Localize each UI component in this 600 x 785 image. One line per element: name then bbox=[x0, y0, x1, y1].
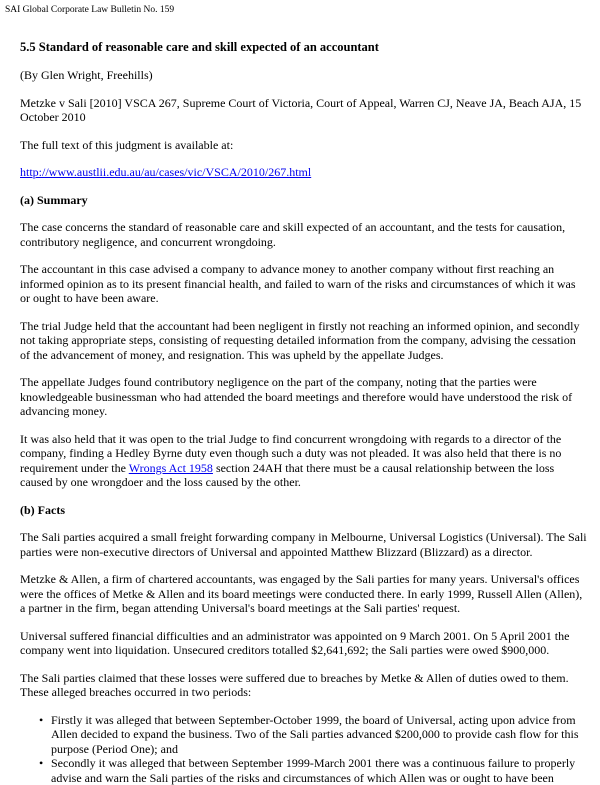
breach-periods-list bbox=[20, 713, 587, 785]
section-heading-facts: (b) Facts bbox=[20, 503, 587, 518]
facts-paragraph-2: Metzke & Allen, a firm of chartered accountants, was engaged by the Sali parties for many years. Universal's offices were the offices of Metke & Allen and its board meetings were conducted there. In early 1999, Russell Allen (Allen), a partner in the firm, began attending Universal's board meetings at the Sali parties' request. bbox=[20, 572, 587, 616]
facts-paragraph-4: The Sali parties claimed that these losses were suffered due to breaches by Metke & Allen of duties owed to them. These alleged breaches occurred in two periods: bbox=[20, 671, 587, 700]
facts-paragraph-1: The Sali parties acquired a small freight forwarding company in Melbourne, Universal Logistics (Universal). The Sali parties were non-executive directors of Universal and appointed Matthew Blizzard (Blizzard) as a director. bbox=[20, 530, 587, 559]
article-byline: (By Glen Wright, Freehills) bbox=[20, 68, 587, 83]
bulletin-header: SAI Global Corporate Law Bulletin No. 159 bbox=[0, 0, 600, 16]
article-body bbox=[0, 40, 600, 785]
facts-paragraph-3: Universal suffered financial difficulties and an administrator was appointed on 9 March 2001. On 5 April 2001 the company went into liquidation. Unsecured creditors totalled $2,641,692; the Sali parties were owed $900,000. bbox=[20, 629, 587, 658]
summary-paragraph-1: The case concerns the standard of reasonable care and skill expected of an accountant, and the tests for causation, contributory negligence, and concurrent wrongdoing. bbox=[20, 220, 587, 249]
section-heading-summary: (a) Summary bbox=[20, 193, 587, 208]
fulltext-intro: The full text of this judgment is available at: bbox=[20, 138, 587, 153]
list-item: • Secondly it was alleged that between September 1999-March 2001 there was a continuous failure to properly advise and warn the Sali parties of the risks and circumstances of which Allen was or ought to have been bbox=[51, 756, 587, 785]
summary-paragraph-5 bbox=[20, 432, 587, 490]
list-item: • Firstly it was alleged that between September-October 1999, the board of Universal, acting upon advice from Allen decided to expand the business. Two of the Sali parties advanced $200,000 to provide cash flow for this purpose (Period One); and bbox=[51, 713, 587, 757]
summary-paragraph-3: The trial Judge held that the accountant had been negligent in firstly not reaching an informed opinion, and secondly not taking appropriate steps, consisting of requesting detailed information from the company, advising the cessation of the advancement of money, and resignation. This was upheld by the appellate Judges. bbox=[20, 319, 587, 363]
summary-paragraph-5-text-before: It was also held that it was open to the trial Judge to find concurrent wrongdoing with regards to a director of the company, finding a Hedley Byrne duty even though such a duty was not pleaded. It was also held that there is no requirement under the bbox=[20, 432, 561, 475]
summary-paragraph-2: The accountant in this case advised a company to advance money to another company without first reaching an informed opinion as to its present financial health, and failed to warn of the risks and circumstances of which it was or ought to have been aware. bbox=[20, 262, 587, 306]
summary-paragraph-5-text-after: section 24AH that there must be a causal relationship between the loss caused by one wrongdoer and the loss caused by the other. bbox=[20, 461, 554, 490]
summary-paragraph-4: The appellate Judges found contributory negligence on the part of the company, noting that the parties were knowledgeable businessman who had attended the board meetings and therefore would have understood the risk of advancing money. bbox=[20, 375, 587, 419]
judgment-link-paragraph bbox=[20, 165, 587, 180]
wrongs-act-link[interactable]: Wrongs Act 1958 bbox=[129, 461, 213, 475]
case-citation: Metzke v Sali [2010] VSCA 267, Supreme Court of Victoria, Court of Appeal, Warren CJ, Neave JA, Beach AJA, 15 October 2010 bbox=[20, 96, 587, 125]
judgment-link[interactable]: http://www.austlii.edu.au/au/cases/vic/VSCA/2010/267.html bbox=[20, 165, 311, 179]
article-title: 5.5 Standard of reasonable care and skill expected of an accountant bbox=[20, 40, 587, 55]
